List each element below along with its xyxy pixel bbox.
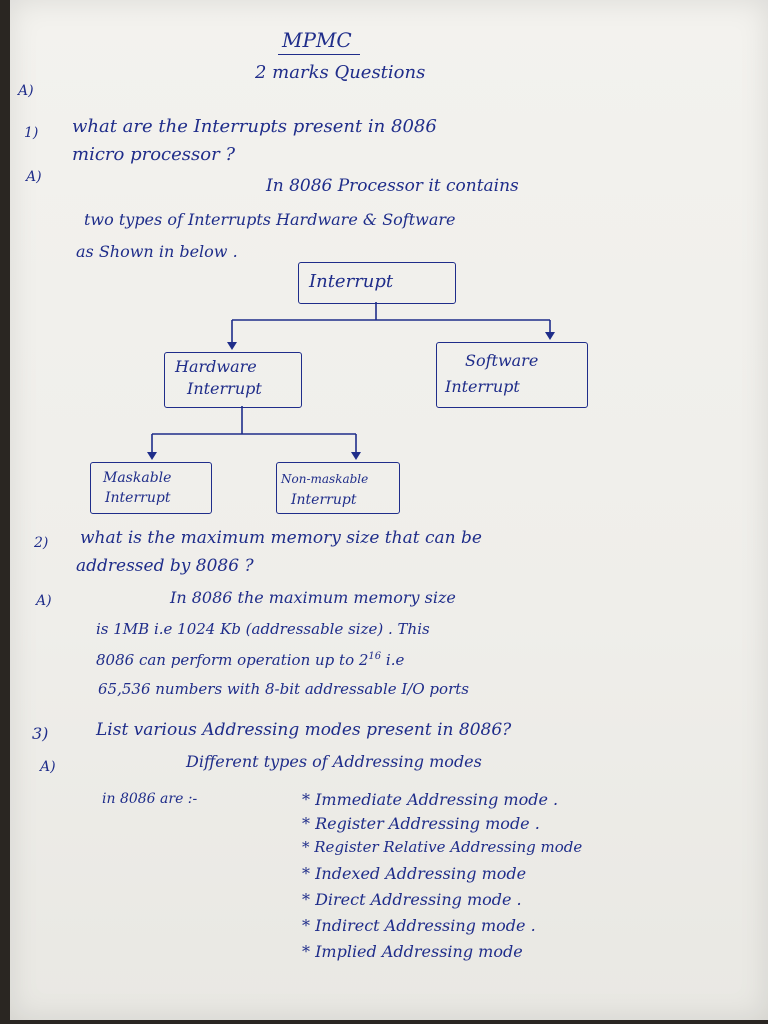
hardware-label-line2: Interrupt — [187, 379, 262, 398]
mode-implied: * Implied Addressing mode — [302, 942, 523, 961]
q1-question-line2: micro processor ? — [72, 144, 236, 165]
q3-number: 3) — [32, 724, 49, 743]
mode-direct: * Direct Addressing mode . — [302, 890, 522, 909]
q2-number: 2) — [34, 535, 49, 551]
q1-answer-line2: two types of Interrupts Hardware & Software — [84, 210, 456, 229]
margin-mark-1: 1) — [24, 125, 39, 141]
q2-answer-line2: is 1MB i.e 1024 Kb (addressable size) . This — [96, 620, 430, 638]
q1-question-line1: what are the Interrupts present in 8086 — [72, 116, 437, 137]
software-label-line1: Software — [465, 351, 539, 370]
q1-answer-line3: as Shown in below . — [76, 242, 238, 261]
mode-indirect: * Indirect Addressing mode . — [302, 916, 536, 935]
maskable-label-line1: Maskable — [103, 470, 172, 486]
non-maskable-label-line2: Interrupt — [291, 492, 357, 508]
hardware-interrupt-box — [164, 352, 302, 408]
margin-mark-a: A) — [18, 83, 34, 99]
section-heading: 2 marks Questions — [255, 62, 426, 83]
notebook-page — [10, 0, 768, 1020]
q2-answer-line1: In 8086 the maximum memory size — [170, 588, 456, 607]
q2-question-line1: what is the maximum memory size that can be — [80, 528, 482, 548]
maskable-label-line2: Interrupt — [105, 490, 171, 506]
mode-immediate: * Immediate Addressing mode . — [302, 790, 559, 809]
mode-register-relative: * Register Relative Addressing mode — [302, 838, 583, 856]
non-maskable-interrupt-box — [276, 462, 400, 514]
q3-answer-line2: in 8086 are :- — [102, 791, 198, 807]
software-interrupt-box — [436, 342, 588, 408]
q2-question-line2: addressed by 8086 ? — [76, 556, 254, 576]
mode-register: * Register Addressing mode . — [302, 814, 540, 833]
interrupt-root-label: Interrupt — [309, 271, 394, 292]
q3-answer-label: A) — [40, 759, 56, 775]
title-underline — [278, 54, 360, 55]
non-maskable-label-line1: Non-maskable — [281, 472, 369, 486]
q2-answer-line3 — [96, 652, 404, 668]
q3-question: List various Addressing modes present in 8086? — [96, 720, 512, 740]
maskable-interrupt-box — [90, 462, 212, 514]
q1-answer-line1: In 8086 Processor it contains — [266, 176, 519, 196]
q3-answer-line1: Different types of Addressing modes — [186, 752, 482, 771]
q2-answer-label: A) — [36, 593, 52, 609]
mode-indexed: * Indexed Addressing mode — [302, 864, 527, 883]
q2-answer-line3-exponent: 16 — [368, 651, 382, 662]
q2-answer-line3-text: 8086 can perform operation up to 2 — [96, 651, 369, 669]
q2-answer-line3-end: i.e — [381, 651, 405, 669]
hardware-label-line1: Hardware — [175, 357, 257, 376]
interrupt-root-box — [298, 262, 456, 304]
margin-mark-a2: A) — [26, 169, 42, 185]
q2-answer-line4: 65,536 numbers with 8-bit addressable I/O ports — [98, 680, 469, 698]
software-label-line2: Interrupt — [445, 377, 520, 396]
subject-title: MPMC — [282, 28, 352, 52]
